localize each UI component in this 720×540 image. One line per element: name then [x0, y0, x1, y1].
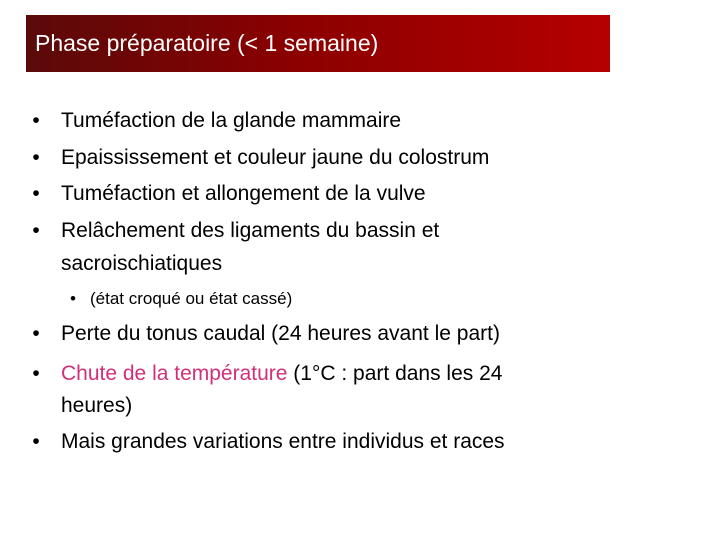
list-item-text: sacroischiatiques — [61, 252, 223, 275]
list-item-text: Relâchement des ligaments du bassin et — [61, 219, 440, 242]
bullet-icon: • — [32, 146, 40, 169]
sub-list-item-text: (état croqué ou état cassé) — [90, 289, 293, 308]
bullet-icon: • — [32, 109, 40, 132]
bullet-icon: • — [32, 430, 40, 453]
bullet-icon: • — [32, 219, 40, 242]
accent-text: Chute de la température — [61, 362, 288, 385]
bullet-icon: • — [70, 289, 76, 308]
list-item-text: Perte du tonus caudal (24 heures avant le part) — [61, 322, 500, 345]
list-item-text: Tuméfaction de la glande mammaire — [61, 109, 402, 132]
list-item-text — [61, 358, 502, 389]
list-item-text: Tuméfaction et allongement de la vulve — [61, 182, 426, 205]
bullet-icon: • — [32, 182, 40, 205]
list-item-text: Epaississement et couleur jaune du colostrum — [61, 146, 490, 169]
list-item-text-rest: (1°C : part dans les 24 — [287, 362, 503, 385]
bullet-icon: • — [32, 362, 40, 385]
list-item-text: Mais grandes variations entre individus et races — [61, 430, 505, 453]
slide-title: Phase préparatoire (< 1 semaine) — [35, 30, 379, 56]
bullet-icon: • — [32, 322, 40, 345]
list-item-text: heures) — [61, 394, 133, 417]
